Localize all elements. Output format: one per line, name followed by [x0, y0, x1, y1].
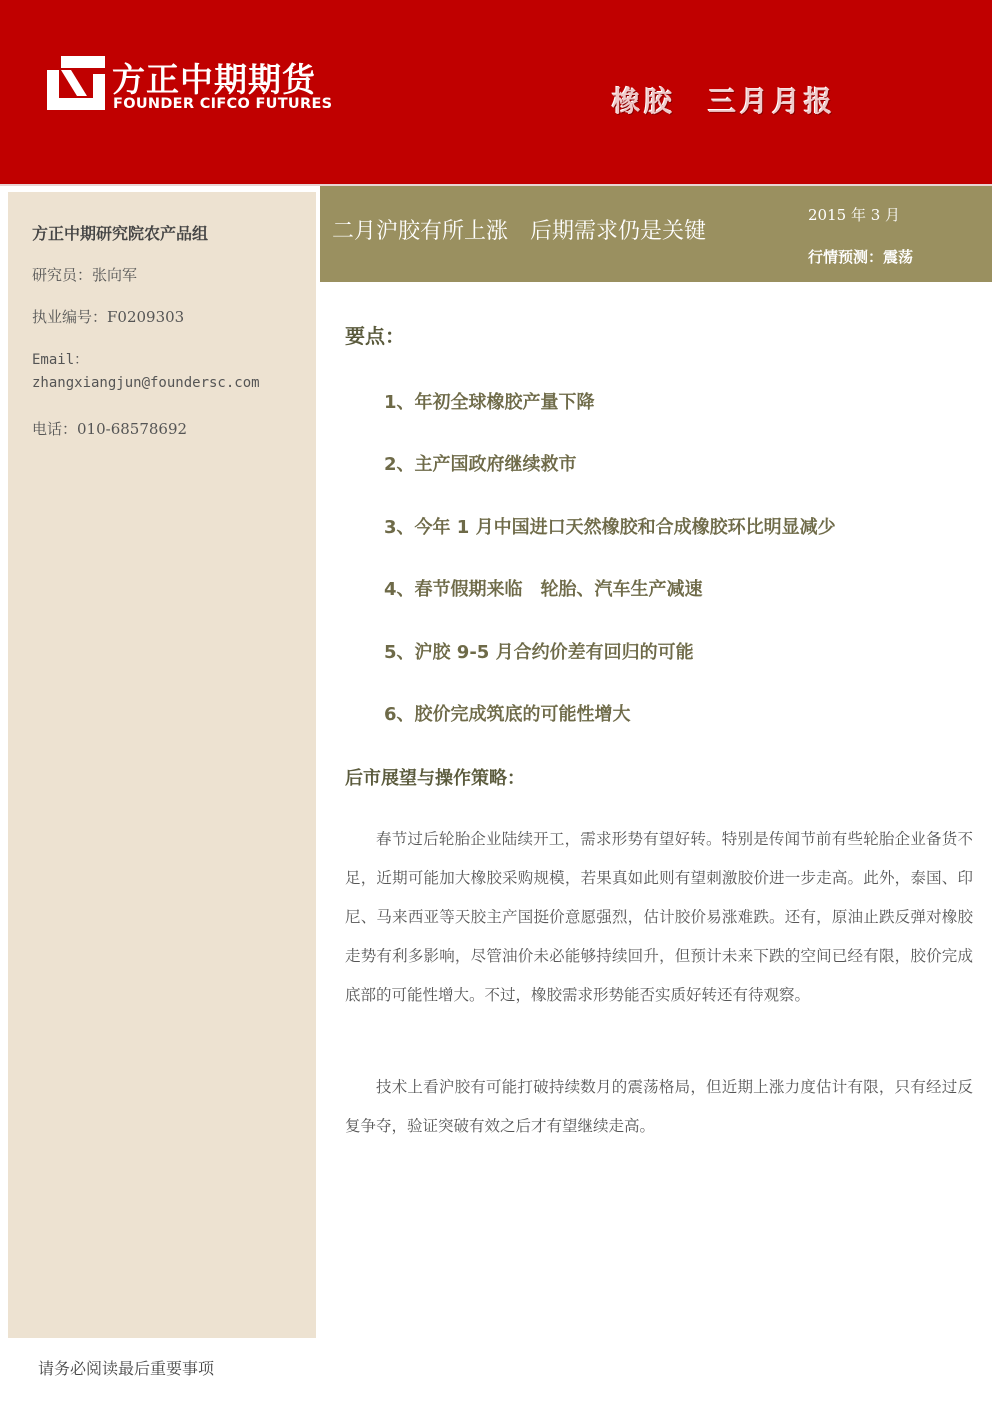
headline: 二月沪胶有所上涨 后期需求仍是关键	[332, 219, 707, 244]
key-points-heading: 要点：	[345, 324, 405, 348]
disclaimer-note: 请务必阅读最后重要事项	[38, 1359, 215, 1378]
headline-banner	[320, 186, 992, 282]
email-label: Email：	[32, 352, 89, 368]
phone-number: 电话：010-68578692	[32, 420, 188, 438]
report-title: 橡胶 三月月报	[612, 85, 837, 118]
sidebar-contact-panel	[8, 192, 316, 1338]
header-bar	[0, 0, 992, 184]
list-item: 1、年初全球橡胶产量下降	[384, 392, 595, 413]
technical-paragraph: 技术上看沪胶有可能打破持续数月的震荡格局，但近期上涨力度估计有限，只有经过反复争夺，验证突破有效之后才有望继续走高。	[345, 1078, 973, 1135]
license-number: 执业编号：F0209303	[32, 308, 185, 326]
list-item: 3、今年 1 月中国进口天然橡胶和合成橡胶环比明显减少	[384, 516, 836, 538]
company-logo-icon	[47, 56, 105, 110]
list-item: 2、主产国政府继续救市	[384, 454, 577, 476]
market-forecast: 行情预测：震荡	[808, 248, 914, 266]
brand-name-cn: 方正中期期货	[112, 60, 316, 99]
key-points-list	[384, 386, 836, 760]
email-link[interactable]: zhangxiangjun@foundersc.com	[32, 375, 260, 391]
list-item: 4、春节假期来临 轮胎、汽车生产减速	[384, 579, 703, 601]
outlook-heading: 后市展望与操作策略：	[345, 768, 525, 789]
list-item: 6、胶价完成筑底的可能性增大	[384, 703, 631, 725]
brand-name-en: FOUNDER CIFCO FUTURES	[113, 96, 333, 112]
report-date: 2015 年 3 月	[808, 206, 901, 224]
research-group: 方正中期研究院农产品组	[32, 224, 209, 243]
researcher-name: 研究员：张向军	[32, 266, 138, 284]
list-item: 5、沪胶 9-5 月合约价差有回归的可能	[384, 641, 694, 663]
outlook-paragraph: 春节过后轮胎企业陆续开工，需求形势有望好转。特别是传闻节前有些轮胎企业备货不足，近期可能加大橡胶采购规模，若果真如此则有望刺激胶价进一步走高。此外，泰国、印尼、马来西亚等天胶主产国挺价意愿强烈，估计胶价易涨难跌。还有，原油止跌反弹对橡胶走势有利多影响，尽管油价未必能够持续回升，但预计未来下跌的空间已经有限，胶价完成底部的可能性增大。不过，橡胶需求形势能否实质好转还有待观察。	[345, 830, 973, 1004]
